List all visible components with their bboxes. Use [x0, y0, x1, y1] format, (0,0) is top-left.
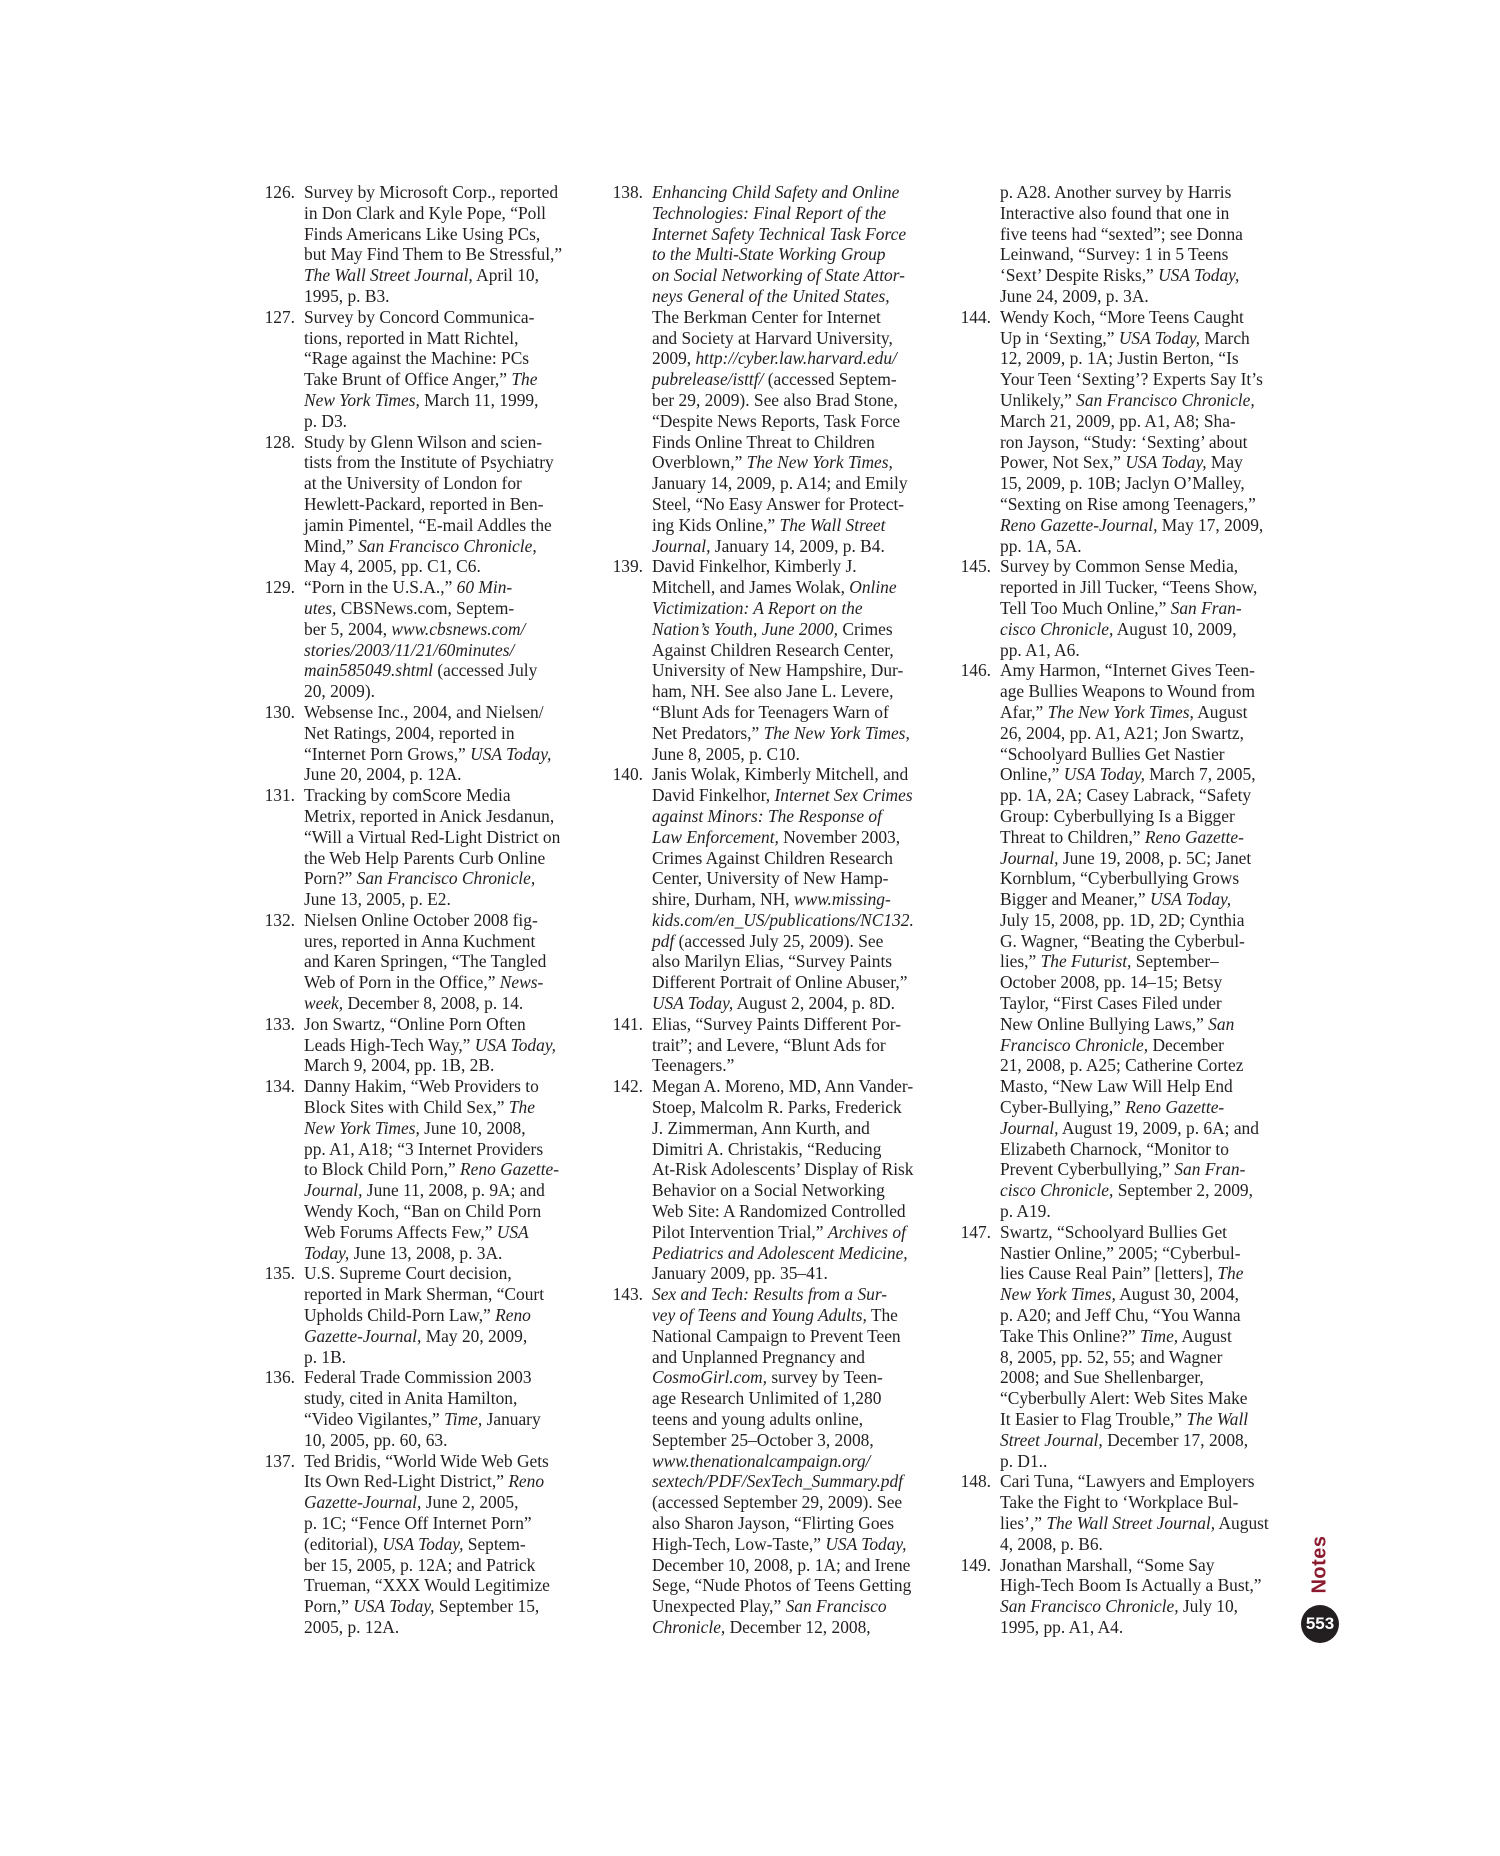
note-line: Overblown,” The New York Times,: [652, 452, 893, 473]
note-line: on Social Networking of State Attor-: [652, 265, 905, 286]
note-line: Survey by Microsoft Corp., reported: [304, 182, 559, 202]
note-line: “Schoolyard Bullies Get Nastier: [1000, 743, 1225, 764]
section-label: [1302, 1528, 1338, 1600]
note-number: 149.: [960, 1554, 991, 1575]
note-text: [652, 1284, 940, 1638]
notes-column-3: [958, 182, 1288, 1638]
note-number: 146.: [960, 660, 991, 681]
note-line: p. A19.: [1000, 1201, 1051, 1222]
note-text: [652, 1014, 940, 1076]
note-line: Journal, January 14, 2009, p. B4.: [652, 535, 885, 556]
note-line: “Porn in the U.S.A.,” 60 Min-: [304, 577, 513, 598]
note-line: Unlikely,” San Francisco Chronicle,: [1000, 389, 1255, 410]
note-line: Finds Americans Like Using PCs,: [304, 223, 541, 244]
note-line: Study by Glenn Wilson and scien-: [304, 431, 543, 452]
note-line: reported in Jill Tucker, “Teens Show,: [1000, 577, 1258, 598]
note-entry: [262, 307, 592, 432]
note-line: Federal Trade Commission 2003: [304, 1367, 532, 1388]
note-text: [652, 764, 940, 1014]
note-line: pubrelease/isttf/ (accessed Septem-: [652, 369, 897, 390]
note-line: (accessed September 29, 2009). See: [652, 1492, 903, 1513]
note-text: [304, 307, 592, 432]
note-entry: [262, 785, 592, 910]
note-line: Jonathan Marshall, “Some Say: [1000, 1554, 1215, 1575]
note-text: [1000, 556, 1288, 660]
note-line: Jon Swartz, “Online Porn Often: [304, 1013, 526, 1034]
note-line: January 14, 2009, p. A14; and Emily: [652, 473, 908, 494]
note-line: five teens had “sexted”; see Donna: [1000, 223, 1243, 244]
note-line: May 4, 2005, pp. C1, C6.: [304, 556, 481, 577]
note-text: [1000, 660, 1288, 1222]
note-line: Masto, “New Law Will Help End: [1000, 1076, 1233, 1097]
note-text: [652, 1076, 940, 1284]
note-line: Finds Online Threat to Children: [652, 431, 875, 452]
note-text: [1000, 1471, 1288, 1554]
note-line: Web of Porn in the Office,” News-: [304, 972, 544, 993]
note-line: pp. 1A, 5A.: [1000, 535, 1082, 556]
note-line: ber 29, 2009). See also Brad Stone,: [652, 389, 898, 410]
note-line: but May Find Them to Be Stressful,”: [304, 244, 563, 265]
note-line: Bigger and Meaner,” USA Today,: [1000, 889, 1232, 910]
note-line: ures, reported in Anna Kuchment: [304, 930, 536, 951]
note-line: Take Brunt of Office Anger,” The: [304, 369, 538, 390]
note-line: Afar,” The New York Times, August: [1000, 701, 1248, 722]
note-line: Hewlett-Packard, reported in Ben-: [304, 493, 544, 514]
note-line: Pilot Intervention Trial,” Archives of: [652, 1221, 906, 1242]
note-entry: [958, 556, 1288, 660]
note-line: March 9, 2004, pp. 1B, 2B.: [304, 1055, 495, 1076]
note-entry: [958, 1471, 1288, 1554]
note-line: p. D1..: [1000, 1450, 1048, 1471]
note-text: [304, 910, 592, 1014]
note-line: Teenagers.”: [652, 1055, 735, 1076]
note-line: Up in ‘Sexting,” USA Today, March: [1000, 327, 1250, 348]
note-line: 2008; and Sue Shellenbarger,: [1000, 1367, 1204, 1388]
note-line: Megan A. Moreno, MD, Ann Vander-: [652, 1076, 914, 1097]
note-line: www.thenationalcampaign.org/: [652, 1450, 871, 1471]
note-line: Web Forums Affects Few,” USA: [304, 1221, 529, 1242]
note-line: Trueman, “XXX Would Legitimize: [304, 1575, 550, 1596]
note-line: Amy Harmon, “Internet Gives Teen-: [1000, 660, 1255, 681]
note-line: June 8, 2005, p. C10.: [652, 743, 800, 764]
note-line: Online,” USA Today, March 7, 2005,: [1000, 764, 1256, 785]
note-entry: [610, 556, 940, 764]
note-line: National Campaign to Prevent Teen: [652, 1325, 901, 1346]
note-number: 145.: [960, 556, 991, 577]
note-line: March 21, 2009, pp. A1, A8; Sha-: [1000, 410, 1236, 431]
note-number: 143.: [612, 1284, 643, 1305]
note-entry: [958, 1222, 1288, 1472]
note-line: age Research Unlimited of 1,280: [652, 1388, 882, 1409]
note-line: Journal, June 11, 2008, p. 9A; and: [304, 1180, 545, 1201]
note-entry: [262, 702, 592, 785]
note-line: Gazette-Journal, June 2, 2005,: [304, 1492, 519, 1513]
note-entry: [262, 910, 592, 1014]
note-text: [304, 1014, 592, 1076]
note-number: 147.: [960, 1221, 991, 1242]
note-line: p. 1C; “Fence Off Internet Porn”: [304, 1513, 532, 1533]
note-text: [304, 182, 592, 307]
note-line: Net Ratings, 2004, reported in: [304, 722, 515, 743]
note-line: “Despite News Reports, Task Force: [652, 410, 901, 431]
note-number: 128.: [264, 431, 295, 452]
note-line: Dimitri A. Christakis, “Reducing: [652, 1138, 882, 1159]
note-line: Gazette-Journal, May 20, 2009,: [304, 1325, 528, 1346]
note-line: sextech/PDF/SexTech_Summary.pdf: [652, 1471, 903, 1492]
note-line: Center, University of New Hamp-: [652, 868, 889, 889]
note-text: [652, 182, 940, 556]
note-entry: [262, 1451, 592, 1638]
note-entry: [262, 1014, 592, 1076]
note-line: Taylor, “First Cases Filed under: [1000, 993, 1222, 1014]
note-entry: [610, 1284, 940, 1638]
note-line: Crimes Against Children Research: [652, 847, 894, 868]
note-line: lies Cause Real Pain” [letters], The: [1000, 1263, 1244, 1284]
note-line: pp. 1A, 2A; Casey Labrack, “Safety: [1000, 785, 1252, 806]
note-line: p. A28. Another survey by Harris: [1000, 182, 1232, 202]
note-line: also Sharon Jayson, “Flirting Goes: [652, 1513, 894, 1533]
note-line: kids.com/en_US/publications/NC132.: [652, 909, 914, 930]
note-line: “Rage against the Machine: PCs: [304, 348, 530, 369]
note-line: 20, 2009).: [304, 681, 376, 702]
note-text: [304, 1263, 592, 1367]
note-line: utes, CBSNews.com, Septem-: [304, 597, 515, 618]
note-line: Mitchell, and James Wolak, Online: [652, 577, 897, 598]
note-line: “Blunt Ads for Teenagers Warn of: [652, 701, 889, 722]
note-line: January 2009, pp. 35–41.: [652, 1263, 828, 1284]
note-entry: [262, 182, 592, 307]
note-line: against Minors: The Response of: [652, 805, 882, 826]
note-line: Upholds Child-Porn Law,” Reno: [304, 1305, 531, 1326]
note-line: shire, Durham, NH, www.missing-: [652, 889, 891, 910]
note-text: [304, 702, 592, 785]
note-line: U.S. Supreme Court decision,: [304, 1263, 512, 1284]
note-entry: [262, 1263, 592, 1367]
note-line: December 10, 2008, p. 1A; and Irene: [652, 1554, 911, 1575]
note-line: cisco Chronicle, September 2, 2009,: [1000, 1180, 1253, 1201]
note-text: [304, 432, 592, 578]
note-line: and Society at Harvard University,: [652, 327, 893, 348]
note-line: Elias, “Survey Paints Different Por-: [652, 1013, 902, 1034]
note-line: Internet Safety Technical Task Force: [652, 223, 907, 244]
note-line: New York Times, August 30, 2004,: [1000, 1284, 1240, 1305]
note-line: Technologies: Final Report of the: [652, 202, 887, 223]
note-entry: [262, 577, 592, 702]
note-text: [652, 556, 940, 764]
note-line: Porn?” San Francisco Chronicle,: [304, 868, 536, 889]
note-line: Enhancing Child Safety and Online: [652, 182, 900, 202]
note-line: Chronicle, December 12, 2008,: [652, 1616, 871, 1637]
note-line: David Finkelhor, Kimberly J.: [652, 556, 857, 577]
note-line: main585049.shtml (accessed July: [304, 660, 538, 681]
note-line: 4, 2008, p. B6.: [1000, 1533, 1103, 1554]
note-line: ron Jayson, “Study: ‘Sexting’ about: [1000, 431, 1248, 452]
note-entry: [610, 764, 940, 1014]
note-line: stories/2003/11/21/60minutes/: [304, 639, 515, 660]
note-entry: [958, 660, 1288, 1222]
note-line: Interactive also found that one in: [1000, 202, 1230, 223]
note-line: Group: Cyberbullying Is a Bigger: [1000, 805, 1235, 826]
note-line: Leads High-Tech Way,” USA Today,: [304, 1034, 556, 1055]
note-line: Danny Hakim, “Web Providers to: [304, 1076, 539, 1097]
note-line: Tracking by comScore Media: [304, 785, 511, 806]
note-line: David Finkelhor, Internet Sex Crimes: [652, 785, 913, 806]
note-line: CosmoGirl.com, survey by Teen-: [652, 1367, 883, 1388]
note-line: Kornblum, “Cyberbullying Grows: [1000, 868, 1240, 889]
note-number: 140.: [612, 764, 643, 785]
note-line: vey of Teens and Young Adults, The: [652, 1305, 898, 1326]
note-line: “Cyberbully Alert: Web Sites Make: [1000, 1388, 1248, 1409]
note-line: the Web Help Parents Curb Online: [304, 847, 546, 868]
note-line: p. A20; and Jeff Chu, “You Wanna: [1000, 1305, 1241, 1326]
note-entry: [262, 432, 592, 578]
note-line: Power, Not Sex,” USA Today, May: [1000, 452, 1243, 473]
note-line: Today, June 13, 2008, p. 3A.: [304, 1242, 503, 1263]
note-line: to Block Child Porn,” Reno Gazette-: [304, 1159, 560, 1180]
note-line: trait”; and Levere, “Blunt Ads for: [652, 1034, 886, 1055]
note-line: reported in Mark Sherman, “Court: [304, 1284, 545, 1305]
note-line: teens and young adults online,: [652, 1409, 864, 1430]
section-label-text: Notes: [1308, 1534, 1331, 1594]
note-line: ing Kids Online,” The Wall Street: [652, 514, 886, 535]
note-line: Law Enforcement, November 2003,: [652, 826, 901, 847]
note-line: “Sexting on Rise among Teenagers,”: [1000, 493, 1256, 514]
note-line: June 20, 2004, p. 12A.: [304, 764, 462, 785]
note-line: (editorial), USA Today, Septem-: [304, 1533, 526, 1554]
note-line: Different Portrait of Online Abuser,”: [652, 972, 908, 993]
page-number-badge: [1301, 1605, 1339, 1643]
note-line: Websense Inc., 2004, and Nielsen/: [304, 701, 544, 722]
note-number: 141.: [612, 1013, 643, 1034]
note-number: 131.: [264, 785, 295, 806]
note-number: 127.: [264, 306, 295, 327]
notes-column-1: [262, 182, 592, 1638]
note-line: 2009, http://cyber.law.harvard.edu/: [652, 348, 897, 369]
note-line: jamin Pimentel, “E-mail Addles the: [304, 514, 552, 535]
note-entry: [958, 1555, 1288, 1638]
note-line: Against Children Research Center,: [652, 639, 894, 660]
note-number: 136.: [264, 1367, 295, 1388]
note-number: 130.: [264, 701, 295, 722]
note-number: 134.: [264, 1076, 295, 1097]
note-line: G. Wagner, “Beating the Cyberbul-: [1000, 930, 1245, 951]
note-text: [304, 1076, 592, 1263]
note-line: Elizabeth Charnock, “Monitor to: [1000, 1138, 1229, 1159]
note-line: Sege, “Nude Photos of Teens Getting: [652, 1575, 912, 1596]
note-line: July 15, 2008, pp. 1D, 2D; Cynthia: [1000, 909, 1245, 930]
note-line: Take This Online?” Time, August: [1000, 1325, 1232, 1346]
note-line: Journal, June 19, 2008, p. 5C; Janet: [1000, 847, 1252, 868]
note-text: [304, 785, 592, 910]
note-entry: [262, 1367, 592, 1450]
note-line: Threat to Children,” Reno Gazette-: [1000, 826, 1244, 847]
note-text: [1000, 1555, 1288, 1638]
note-line: Cyber-Bullying,” Reno Gazette-: [1000, 1097, 1225, 1118]
note-line: Wendy Koch, “Ban on Child Porn: [304, 1201, 542, 1222]
note-text: [304, 1367, 592, 1450]
note-line: Janis Wolak, Kimberly Mitchell, and: [652, 764, 909, 785]
note-line: Victimization: A Report on the: [652, 597, 863, 618]
note-line: and Unplanned Pregnancy and: [652, 1346, 865, 1367]
note-text: [1000, 1222, 1288, 1472]
note-continuation: [958, 182, 1288, 307]
note-line: High-Tech, Low-Taste,” USA Today,: [652, 1533, 907, 1554]
note-line: Web Site: A Randomized Controlled: [652, 1201, 906, 1222]
note-entry: [610, 1076, 940, 1284]
note-entry: [262, 1076, 592, 1263]
note-line: High-Tech Boom Is Actually a Bust,”: [1000, 1575, 1262, 1596]
note-line: and Karen Springen, “The Tangled: [304, 951, 547, 972]
note-number: 133.: [264, 1013, 295, 1034]
note-line: Swartz, “Schoolyard Bullies Get: [1000, 1221, 1227, 1242]
note-line: lies’,” The Wall Street Journal, August: [1000, 1513, 1269, 1533]
note-text: [304, 577, 592, 702]
note-line: Nielsen Online October 2008 fig-: [304, 909, 538, 930]
note-line: week, December 8, 2008, p. 14.: [304, 993, 524, 1014]
note-line: ham, NH. See also Jane L. Levere,: [652, 681, 894, 702]
note-line: USA Today, August 2, 2004, p. 8D.: [652, 993, 896, 1014]
note-number: 129.: [264, 577, 295, 598]
note-line: New Online Bullying Laws,” San: [1000, 1013, 1235, 1034]
note-line: San Francisco Chronicle, July 10,: [1000, 1596, 1238, 1617]
note-line: Reno Gazette-Journal, May 17, 2009,: [1000, 514, 1264, 535]
note-line: pdf (accessed July 25, 2009). See: [652, 930, 884, 951]
note-line: lies,” The Futurist, September–: [1000, 951, 1219, 972]
note-number: 132.: [264, 909, 295, 930]
note-entry: [610, 1014, 940, 1076]
note-number: 139.: [612, 556, 643, 577]
note-line: It Easier to Flag Trouble,” The Wall: [1000, 1409, 1249, 1430]
note-line: Tell Too Much Online,” San Fran-: [1000, 597, 1242, 618]
note-line: ber 5, 2004, www.cbsnews.com/: [304, 618, 526, 639]
note-number: 138.: [612, 182, 643, 202]
note-line: June 13, 2005, p. E2.: [304, 889, 451, 910]
note-line: New York Times, March 11, 1999,: [304, 389, 539, 410]
note-line: 10, 2005, pp. 60, 63.: [304, 1429, 448, 1450]
note-line: October 2008, pp. 14–15; Betsy: [1000, 972, 1223, 993]
note-line: Porn,” USA Today, September 15,: [304, 1596, 540, 1617]
note-entry: [958, 307, 1288, 557]
note-line: Journal, August 19, 2009, p. 6A; and: [1000, 1117, 1259, 1138]
note-line: 15, 2009, p. 10B; Jaclyn O’Malley,: [1000, 473, 1245, 494]
note-line: Leinwand, “Survey: 1 in 5 Teens: [1000, 244, 1229, 265]
note-line: J. Zimmerman, Ann Kurth, and: [652, 1117, 870, 1138]
note-number: 144.: [960, 306, 991, 327]
note-line: Sex and Tech: Results from a Sur-: [652, 1284, 888, 1305]
note-line: Net Predators,” The New York Times,: [652, 722, 910, 743]
note-entry: [610, 182, 940, 556]
note-line: Prevent Cyberbullying,” San Fran-: [1000, 1159, 1246, 1180]
note-line: “Video Vigilantes,” Time, January: [304, 1409, 541, 1430]
page-number: 553: [1305, 1614, 1335, 1633]
note-line: Stoep, Malcolm R. Parks, Frederick: [652, 1097, 902, 1118]
note-line: Block Sites with Child Sex,” The: [304, 1097, 535, 1118]
note-line: ber 15, 2005, p. 12A; and Patrick: [304, 1554, 536, 1575]
note-number: 137.: [264, 1450, 295, 1471]
note-line: in Don Clark and Kyle Pope, “Poll: [304, 202, 546, 223]
note-line: Metrix, reported in Anick Jesdanun,: [304, 805, 555, 826]
note-line: Cari Tuna, “Lawyers and Employers: [1000, 1471, 1255, 1492]
note-line: p. 1B.: [304, 1346, 347, 1367]
note-line: “Will a Virtual Red-Light District on: [304, 826, 561, 847]
note-line: June 24, 2009, p. 3A.: [1000, 285, 1149, 306]
note-line: 8, 2005, pp. 52, 55; and Wagner: [1000, 1346, 1223, 1367]
note-line: Behavior on a Social Networking: [652, 1180, 885, 1201]
note-number: 148.: [960, 1471, 991, 1492]
note-line: ‘Sext’ Despite Risks,” USA Today,: [1000, 265, 1240, 286]
note-line: Unexpected Play,” San Francisco: [652, 1596, 887, 1617]
note-line: The Berkman Center for Internet: [652, 306, 881, 327]
note-line: neys General of the United States,: [652, 285, 890, 306]
note-line: Francisco Chronicle, December: [1000, 1034, 1224, 1055]
note-line: Nastier Online,” 2005; “Cyberbul-: [1000, 1242, 1241, 1263]
note-line: 1995, p. B3.: [304, 285, 390, 306]
note-line: Survey by Common Sense Media,: [1000, 556, 1239, 577]
note-line: Pediatrics and Adolescent Medicine,: [652, 1242, 908, 1263]
note-line: age Bullies Weapons to Wound from: [1000, 681, 1255, 702]
note-line: Its Own Red-Light District,” Reno: [304, 1471, 545, 1492]
note-line: tions, reported in Matt Richtel,: [304, 327, 519, 348]
note-line: cisco Chronicle, August 10, 2009,: [1000, 618, 1237, 639]
note-line: Street Journal, December 17, 2008,: [1000, 1429, 1249, 1450]
note-line: Nation’s Youth, June 2000, Crimes: [652, 618, 893, 639]
note-line: 12, 2009, p. 1A; Justin Berton, “Is: [1000, 348, 1239, 369]
note-line: New York Times, June 10, 2008,: [304, 1117, 526, 1138]
note-text: [1000, 182, 1288, 307]
note-line: September 25–October 3, 2008,: [652, 1429, 874, 1450]
note-line: also Marilyn Elias, “Survey Paints: [652, 951, 893, 972]
note-line: Ted Bridis, “World Wide Web Gets: [304, 1450, 549, 1471]
note-text: [1000, 307, 1288, 557]
note-line: 26, 2004, pp. A1, A21; Jon Swartz,: [1000, 722, 1244, 743]
note-line: 1995, pp. A1, A4.: [1000, 1616, 1124, 1637]
note-line: “Internet Porn Grows,” USA Today,: [304, 743, 552, 764]
note-line: Take the Fight to ‘Workplace Bul-: [1000, 1492, 1239, 1513]
note-line: p. D3.: [304, 410, 347, 431]
note-line: to the Multi-State Working Group: [652, 244, 886, 265]
note-line: Steel, “No Easy Answer for Protect-: [652, 493, 905, 514]
note-line: The Wall Street Journal, April 10,: [304, 265, 539, 286]
note-number: 126.: [264, 182, 295, 202]
note-line: at the University of London for: [304, 473, 522, 494]
note-number: 135.: [264, 1263, 295, 1284]
note-line: 2005, p. 12A.: [304, 1616, 400, 1637]
note-line: pp. A1, A6.: [1000, 639, 1080, 660]
note-line: tists from the Institute of Psychiatry: [304, 452, 554, 473]
note-line: Wendy Koch, “More Teens Caught: [1000, 306, 1244, 327]
note-line: Your Teen ‘Sexting’? Experts Say It’s: [1000, 369, 1263, 390]
note-line: At-Risk Adolescents’ Display of Risk: [652, 1159, 914, 1180]
note-line: Mind,” San Francisco Chronicle,: [304, 535, 537, 556]
note-line: pp. A1, A18; “3 Internet Providers: [304, 1138, 544, 1159]
note-line: Survey by Concord Communica-: [304, 306, 535, 327]
note-line: 21, 2008, p. A25; Catherine Cortez: [1000, 1055, 1244, 1076]
note-text: [304, 1451, 592, 1638]
note-line: study, cited in Anita Hamilton,: [304, 1388, 518, 1409]
note-number: 142.: [612, 1076, 643, 1097]
notes-column-2: [610, 182, 940, 1638]
note-line: University of New Hampshire, Dur-: [652, 660, 904, 681]
